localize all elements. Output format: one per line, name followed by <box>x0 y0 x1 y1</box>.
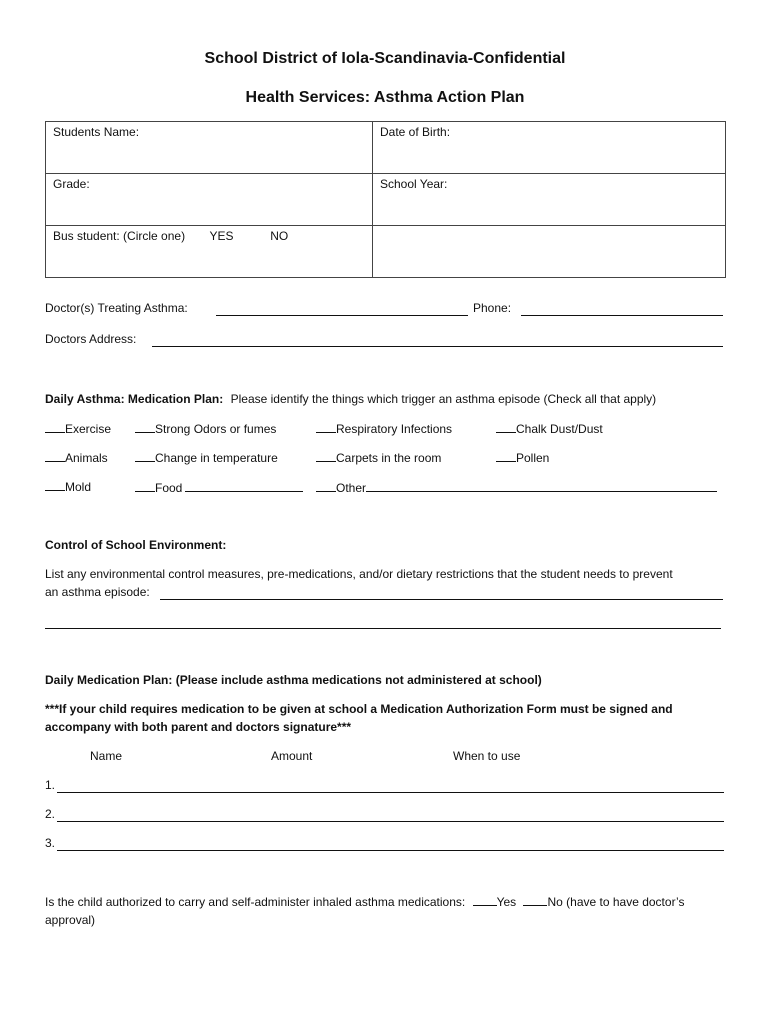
dob-label: Date of Birth: <box>380 125 451 139</box>
phone-label: Phone: <box>473 301 512 315</box>
bus-yes-option[interactable]: YES <box>209 229 234 243</box>
address-field[interactable] <box>152 346 723 347</box>
address-label: Doctors Address: <box>45 332 137 346</box>
environment-field-1[interactable] <box>160 599 723 600</box>
food-field[interactable] <box>185 479 303 492</box>
triggers-heading-row <box>45 392 656 406</box>
doctor-label: Doctor(s) Treating Asthma: <box>45 301 188 315</box>
med-row-number: 2. <box>45 807 56 821</box>
no-blank[interactable] <box>523 894 547 906</box>
med-row-2-field[interactable] <box>57 821 724 822</box>
checkbox-blank[interactable] <box>135 450 155 462</box>
med-row-3-field[interactable] <box>57 850 724 851</box>
trigger-mold[interactable] <box>45 479 91 494</box>
phone-field[interactable] <box>521 315 723 316</box>
checkbox-blank[interactable] <box>316 421 336 433</box>
doctor-name-field[interactable] <box>216 315 468 316</box>
trigger-label: Other <box>336 481 367 495</box>
environment-text-2: an asthma episode: <box>45 585 150 599</box>
trigger-label: Respiratory Infections <box>336 422 453 436</box>
trigger-label: Animals <box>65 451 108 465</box>
school-year-label: School Year: <box>380 177 448 191</box>
self-admin-question: Is the child authorized to carry and self-administer inhaled asthma medications: <box>45 895 466 909</box>
bus-cell <box>46 226 373 278</box>
trigger-respiratory[interactable] <box>316 421 452 436</box>
student-info-table <box>45 121 726 278</box>
col-amount-header: Amount <box>271 749 313 763</box>
col-when-header: When to use <box>453 749 521 763</box>
col-name-header: Name <box>90 749 123 763</box>
med-row-number: 1. <box>45 778 56 792</box>
trigger-label: Carpets in the room <box>336 451 442 465</box>
checkbox-blank[interactable] <box>316 480 336 492</box>
triggers-instruction: Please identify the things which trigger an asthma episode (Check all that apply) <box>230 392 657 406</box>
trigger-label: Food <box>155 481 183 495</box>
self-admin-approval: approval) <box>45 913 96 927</box>
self-admin-yes: Yes <box>496 895 517 909</box>
page-title: School District of Iola-Scandinavia-Confidential <box>204 50 566 67</box>
bus-no-option[interactable]: NO <box>270 229 289 243</box>
self-admin-no: No (have to have doctor’s <box>547 895 685 909</box>
medication-notice-1: ***If your child requires medication to be given at school a Medication Authorization Form must be signed and <box>45 702 673 716</box>
student-name-label: Students Name: <box>53 125 140 139</box>
environment-text-1: List any environmental control measures, pre-medications, and/or dietary restrictions that the student needs to prevent <box>45 567 673 581</box>
trigger-label: Pollen <box>516 451 550 465</box>
checkbox-blank[interactable] <box>316 450 336 462</box>
trigger-food[interactable] <box>135 479 303 495</box>
grade-label: Grade: <box>53 177 90 191</box>
environment-field-2[interactable] <box>45 628 721 629</box>
bus-label: Bus student: (Circle one) <box>53 229 186 243</box>
checkbox-blank[interactable] <box>496 450 516 462</box>
trigger-temperature[interactable] <box>135 450 278 465</box>
checkbox-blank[interactable] <box>45 450 65 462</box>
page-subtitle: Health Services: Asthma Action Plan <box>245 89 525 106</box>
trigger-label: Mold <box>65 480 92 494</box>
med-row-number: 3. <box>45 836 56 850</box>
self-admin-row <box>45 894 684 909</box>
trigger-animals[interactable] <box>45 450 108 465</box>
yes-blank[interactable] <box>473 894 497 906</box>
trigger-exercise[interactable] <box>45 421 111 436</box>
checkbox-blank[interactable] <box>135 480 155 492</box>
triggers-heading: Daily Asthma: Medication Plan: <box>45 392 224 406</box>
school-year-cell[interactable] <box>373 174 726 226</box>
other-field[interactable] <box>366 479 717 492</box>
trigger-label: Strong Odors or fumes <box>155 422 277 436</box>
trigger-strong-odors[interactable] <box>135 421 276 436</box>
checkbox-blank[interactable] <box>135 421 155 433</box>
medication-heading: Daily Medication Plan: (Please include asthma medications not administered at school) <box>45 673 542 687</box>
student-name-cell[interactable] <box>46 122 373 174</box>
checkbox-blank[interactable] <box>45 421 65 433</box>
checkbox-blank[interactable] <box>496 421 516 433</box>
med-row-1-field[interactable] <box>57 792 724 793</box>
trigger-other[interactable] <box>316 479 717 495</box>
empty-cell <box>373 226 726 278</box>
trigger-label: Chalk Dust/Dust <box>516 422 603 436</box>
checkbox-blank[interactable] <box>45 479 65 491</box>
grade-cell[interactable] <box>46 174 373 226</box>
trigger-pollen[interactable] <box>496 450 549 465</box>
environment-heading: Control of School Environment: <box>45 538 227 552</box>
trigger-carpets[interactable] <box>316 450 441 465</box>
doctor-row <box>45 301 188 315</box>
trigger-chalk-dust[interactable] <box>496 421 603 436</box>
medication-notice-2: accompany with both parent and doctors signature*** <box>45 720 352 734</box>
trigger-label: Exercise <box>65 422 112 436</box>
trigger-label: Change in temperature <box>155 451 278 465</box>
dob-cell[interactable] <box>373 122 726 174</box>
